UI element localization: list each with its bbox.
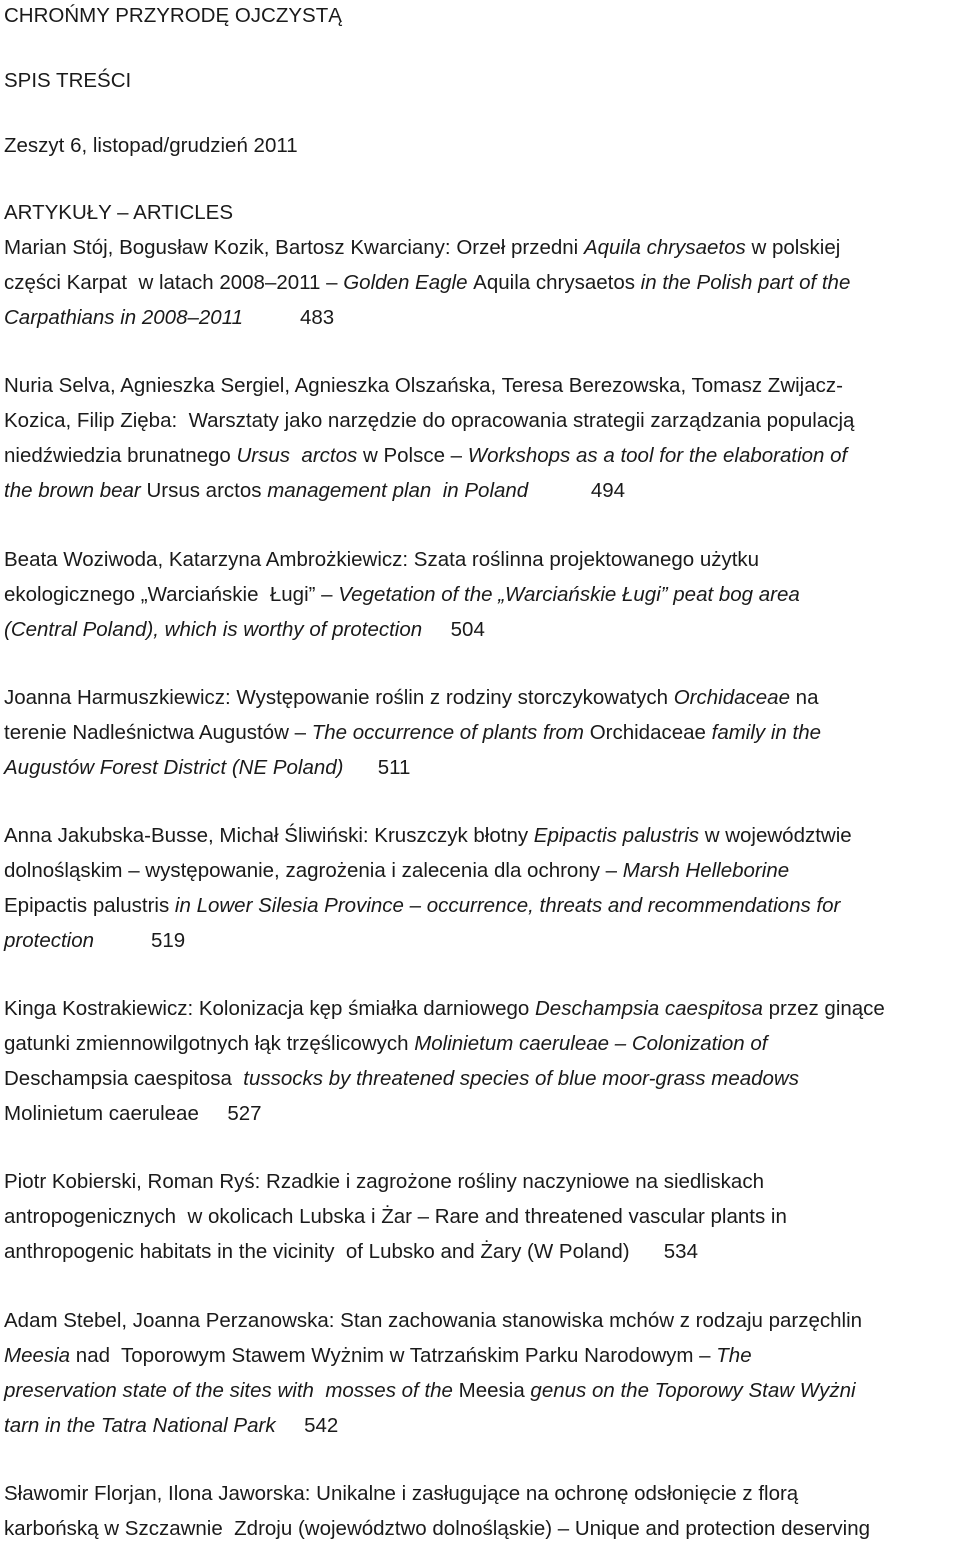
italic-text-segment: Ursus arctos [236,444,358,467]
text-segment: na [789,686,819,709]
toc-entry-line [4,1066,799,1092]
italic-text-segment: Vegetation of the „Warciańskie Ługi” peat bog area [338,583,800,606]
text-segment: 504 [422,618,485,641]
toc-entry-line [4,1481,798,1507]
toc-entry-line [4,305,334,331]
toc-entry-line [4,685,818,711]
italic-text-segment: protection [4,929,95,952]
text-segment: w Polsce – [357,444,468,467]
text-segment: niedźwiedzia brunatnego [4,444,237,467]
section-heading: ARTYKUŁY – ARTICLES [4,201,234,224]
text-segment: terenie Nadleśnictwa Augustów – [4,721,312,744]
italic-text-segment: management plan in Poland [261,479,529,502]
toc-entry-line [4,1413,338,1439]
toc-heading: SPIS TREŚCI [4,69,132,92]
italic-text-segment: in the Polish part of the [634,271,851,294]
italic-text-segment: Carpathians in 2008–2011 [4,306,243,329]
toc-entry-line [4,478,625,504]
text-segment: Molinietum caeruleae 527 [4,1102,262,1125]
italic-text-segment: The [716,1344,752,1367]
toc-entry-line [4,1031,767,1057]
toc-entry-line [4,1516,870,1542]
text-segment: 483 [242,306,335,329]
text-segment: Nuria Selva, Agnieszka Sergiel, Agnieszka Olszańska, Teresa Berezowska, Tomasz Zwijacz- [4,374,843,397]
toc-entry-line [4,270,850,296]
italic-text-segment: Marsh Helleborine [622,859,790,882]
italic-text-segment: the brown bear [4,479,147,502]
text-segment: Beata Woziwoda, Katarzyna Ambrożkiewicz: Szata roślinna projektowanego użytku [4,548,760,571]
toc-entry-line [4,1169,764,1195]
text-segment: 494 [528,479,626,502]
toc-entry-line [4,858,789,884]
toc-entry-line [4,235,840,261]
text-segment: Kinga Kostrakiewicz: Kolonizacja kęp śmiałka darniowego [4,997,535,1020]
italic-text-segment: Molinietum caeruleae – Colonization of [414,1032,768,1055]
text-segment: Aquila chrysaetos [473,271,635,294]
text-segment: karbońską w Szczawnie Zdroju (województwo dolnośląskie) – Unique and protection deserving [4,1517,871,1540]
toc-entry-line [4,1343,752,1369]
text-segment: Meesia [458,1379,525,1402]
italic-text-segment: Epipactis palustris [533,824,700,847]
toc-entry-line [4,996,885,1022]
text-segment: 519 [94,929,186,952]
text-segment: Marian Stój, Bogusław Kozik, Bartosz Kwarciany: Orzeł przedni [4,236,584,259]
text-segment: przez ginące [762,997,885,1020]
text-segment: anthropogenic habitats in the vicinity of Lubsko and Żary (W Poland) 534 [4,1240,698,1263]
toc-entry-line [4,720,821,746]
toc-entry-line [4,617,485,643]
text-segment: Joanna Harmuszkiewicz: Występowanie roślin z rodziny storczykowatych [4,686,674,709]
text-segment: Piotr Kobierski, Roman Ryś: Rzadkie i zagrożone rośliny naczyniowe na siedliskach [4,1170,764,1193]
toc-entry-line [4,1204,787,1230]
text-segment: w województwie [699,824,852,847]
text-segment: 511 [343,756,411,779]
toc-entry-line [4,547,759,573]
toc-entry-line [4,373,843,399]
italic-text-segment: (Central Poland), which is worthy of protection [4,618,423,641]
text-segment: gatunki zmiennowilgotnych łąk trzęślicowych [4,1032,415,1055]
italic-text-segment: in Lower Silesia Province – occurrence, threats and recommendations for [169,894,841,917]
issue-line: Zeszyt 6, listopad/grudzień 2011 [4,134,298,157]
toc-entry-line [4,443,847,469]
italic-text-segment: tussocks by threatened species of blue moor-grass meadows [243,1067,799,1090]
toc-entry-line [4,1239,698,1265]
italic-text-segment: Meesia [4,1344,71,1367]
text-segment: dolnośląskim – występowanie, zagrożenia i zalecenia dla ochrony – [4,859,623,882]
toc-entry-line [4,823,852,849]
text-segment: Ursus arctos [146,479,262,502]
italic-text-segment: tarn in the Tatra National Park [4,1414,276,1437]
text-segment: Kozica, Filip Zięba: Warsztaty jako narzędzie do opracowania strategii zarządzania populacją [4,409,855,432]
toc-entry-line [4,1378,856,1404]
italic-text-segment: Deschampsia caespitosa [535,997,763,1020]
toc-entry-line [4,1101,262,1127]
italic-text-segment: Aquila chrysaetos [583,236,746,259]
toc-entry-line [4,582,800,608]
journal-title: CHROŃMY PRZYRODĘ OJCZYSTĄ [4,4,342,27]
toc-entry-line [4,893,840,919]
text-segment: Epipactis palustris [4,894,170,917]
toc-entry-line [4,928,185,954]
italic-text-segment: Augustów Forest District (NE Poland) [4,756,344,779]
text-segment: antropogenicznych w okolicach Lubska i Żar – Rare and threatened vascular plants in [4,1205,787,1228]
italic-text-segment: The occurrence of plants from [311,721,590,744]
italic-text-segment: family in the [705,721,822,744]
text-segment: w polskiej [745,236,841,259]
text-segment: Deschampsia caespitosa [4,1067,244,1090]
text-segment: Adam Stebel, Joanna Perzanowska: Stan zachowania stanowiska mchów z rodzaju parzęchlin [4,1309,863,1332]
italic-text-segment: Workshops as a tool for the elaboration of [467,444,848,467]
italic-text-segment: preservation state of the sites with mosses of the [4,1379,459,1402]
toc-entry-line [4,755,410,781]
text-segment: 542 [275,1414,339,1437]
text-segment: części Karpat w latach 2008–2011 – [4,271,344,294]
text-segment: Anna Jakubska-Busse, Michał Śliwiński: Kruszczyk błotny [4,824,534,847]
toc-entry-line [4,1308,862,1334]
text-segment: Sławomir Florjan, Ilona Jaworska: Unikalne i zasługujące na ochronę odsłonięcie z florą [4,1482,799,1505]
text-segment: ekologicznego „Warciańskie Ługi” – [4,583,339,606]
italic-text-segment: genus on the Toporowy Staw Wyżni [524,1379,856,1402]
italic-text-segment: Orchidaceae [673,686,790,709]
italic-text-segment: Golden Eagle [343,271,474,294]
toc-entry-line [4,408,854,434]
text-segment: Orchidaceae [589,721,706,744]
text-segment: nad Toporowym Stawem Wyżnim w Tatrzańskim Parku Narodowym – [70,1344,717,1367]
